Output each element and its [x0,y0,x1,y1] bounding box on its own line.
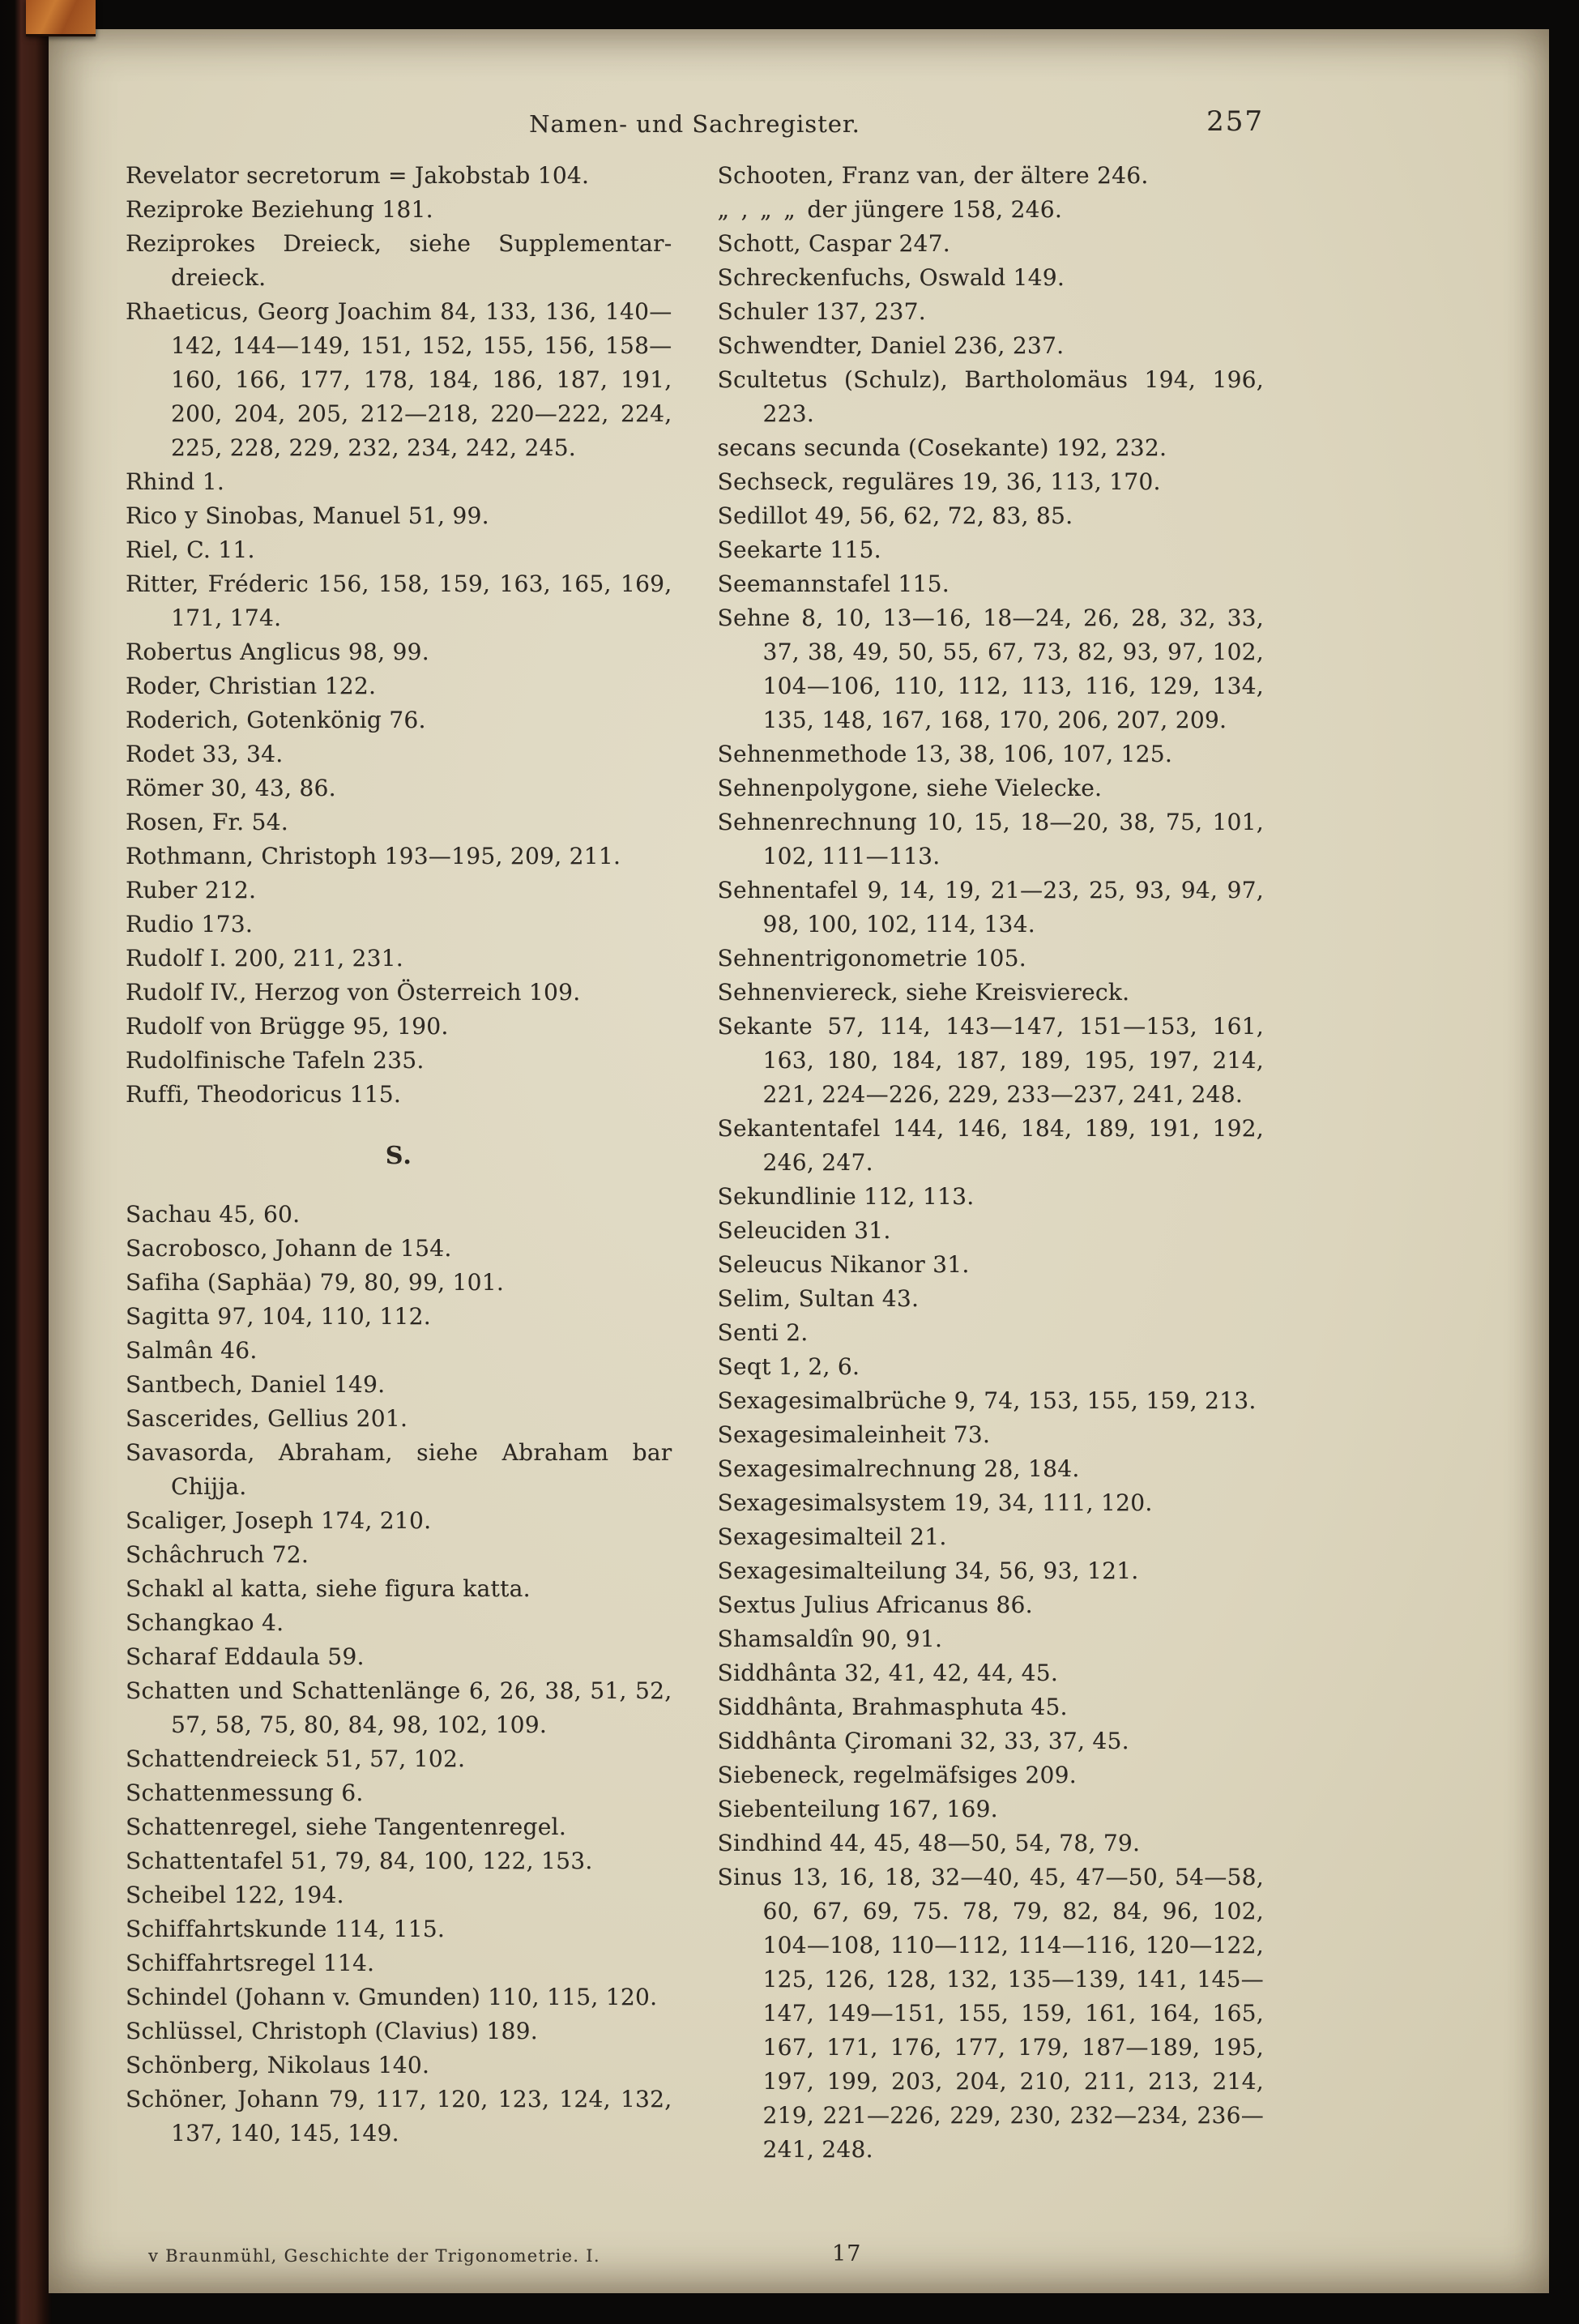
index-entry: Schattentafel 51, 79, 84, 100, 122, 153. [126,1848,593,1874]
index-entry: Rudio 173. [126,911,254,938]
index-entry: Sekundlinie 112, 113. [717,1183,975,1210]
index-entry: Seleucus Nikanor 31. [717,1251,970,1278]
index-entry: Sehnenpolygone, siehe Vielecke. [717,775,1103,801]
index-entry: Selim, Sultan 43. [717,1285,920,1312]
index-entry: Sagitta 97, 104, 110, 112. [126,1303,431,1330]
index-entry: Schangkao 4. [126,1609,284,1636]
index-column-right [718,159,1265,2167]
index-entry: Schattenmessung 6. [126,1779,364,1806]
index-entry: Seqt 1, 2, 6. [717,1353,860,1380]
index-entry: Sekantentafel 144, 146, 184, 189, 191, 192, 246, 247. [717,1115,1264,1176]
index-entry: Schreckenfuchs, Oswald 149. [717,264,1065,291]
index-entry: Rosen, Fr. 54. [126,809,288,835]
index-entry: Rudolf von Brügge 95, 190. [126,1013,449,1040]
index-entry: Schott, Caspar 247. [717,230,950,257]
section-heading-s: S. [385,1142,412,1170]
index-entry: Sacrobosco, Johann de 154. [126,1235,452,1262]
index-entry: Sascerides, Gellius 201. [126,1405,408,1432]
index-entry: Schönberg, Nikolaus 140. [126,2052,430,2078]
index-entry: Sexagesimalrechnung 28, 184. [717,1455,1080,1482]
index-entry: Scaliger, Joseph 174, 210. [126,1507,432,1534]
index-entry: Sextus Julius Africanus 86. [717,1591,1033,1618]
index-entry: Sehnenviereck, siehe Kreisviereck. [717,979,1130,1006]
index-entry: Schiffahrtsregel 114. [126,1950,375,1976]
index-entry: Sechseck, reguläres 19, 36, 113, 170. [717,468,1161,495]
index-entry: Ruber 212. [126,877,257,904]
index-entry: Rodet 33, 34. [126,741,284,767]
index-entry: Ritter, Fréderic 156, 158, 159, 163, 165, 169, 171, 174. [126,570,672,631]
index-entry: Siebeneck, regelmäfsiges 209. [717,1762,1077,1788]
index-column-left [126,159,672,2167]
index-entry: Sinus 13, 16, 18, 32—40, 45, 47—50, 54—58, 60, 67, 69, 75. 78, 79, 82, 84, 96, 102, 104—108, 110—112, 114—116, 120—122, 125, 126, 128, 132, 135—139, 141, 145—147, 149—151, 155, 159, 161, 164, 165, 167, 171, 176, 177, 179, 187—189, 195, 197, 199, 203, 204, 210, 211, 213, 214, 219, 221—226, 229, 230, 232—234, 236—241, 248. [717,1864,1264,2163]
index-entry: Sehnenmethode 13, 38, 106, 107, 125. [717,741,1173,767]
index-entry: Savasorda, Abraham, siehe Abraham bar Chijja. [126,1439,672,1500]
index-entry: Senti 2. [717,1319,809,1346]
page-header [126,105,1264,147]
index-entry: Shamsaldîn 90, 91. [717,1626,943,1652]
index-entry: Schlüssel, Christoph (Clavius) 189. [126,2018,538,2044]
sheet-number: 17 [832,2241,862,2266]
index-entry: Reziprokes Dreieck, siehe Supplementar-dreieck. [126,230,672,291]
index-entry: Riel, C. 11. [126,536,255,563]
index-entry: Schakl al katta, siehe figura katta. [126,1575,531,1602]
entry-list-s-right [718,159,1265,2167]
index-entry: Rudolf IV., Herzog von Österreich 109. [126,979,581,1006]
index-entry: Rudolfinische Tafeln 235. [126,1047,425,1074]
index-entry: Reziproke Beziehung 181. [126,196,433,223]
index-entry: Schattendreieck 51, 57, 102. [126,1745,466,1772]
index-entry: Schâchruch 72. [126,1541,309,1568]
index-entry: Scheibel 122, 194. [126,1882,344,1908]
index-entry: Sehnenrechnung 10, 15, 18—20, 38, 75, 101, 102, 111—113. [717,809,1264,869]
index-entry: Rudolf I. 200, 211, 231. [126,945,404,972]
index-entry: Sehnentrigonometrie 105. [717,945,1026,972]
index-entry: Scultetus (Schulz), Bartholomäus 194, 196, 223. [717,366,1264,427]
index-entry: Safiha (Saphäa) 79, 80, 99, 101. [126,1269,505,1296]
index-entry: Seleuciden 31. [717,1217,891,1244]
page-header-title: Namen- und Sachregister. [529,110,860,138]
index-entry: Siddhânta Çiromani 32, 33, 37, 45. [717,1728,1129,1754]
index-entry: Sehne 8, 10, 13—16, 18—24, 26, 28, 32, 33, 37, 38, 49, 50, 55, 67, 73, 82, 93, 97, 102, 104—106, 110, 112, 113, 116, 129, 134, 135, 148, 167, 168, 170, 206, 207, 209. [717,604,1264,733]
index-entry: Robertus Anglicus 98, 99. [126,639,429,665]
index-entry: Roderich, Gotenkönig 76. [126,707,426,733]
index-entry: Salmân 46. [126,1337,258,1364]
index-entry: Schooten, Franz van, der ältere 246. [717,162,1149,189]
index-entry: Sehnentafel 9, 14, 19, 21—23, 25, 93, 94, 97, 98, 100, 102, 114, 134. [717,877,1264,938]
spine-label [26,0,96,36]
index-entry: Rico y Sinobas, Manuel 51, 99. [126,502,489,529]
index-entry: Sindhind 44, 45, 48—50, 54, 78, 79. [717,1830,1141,1856]
index-entry: Revelator secretorum = Jakobstab 104. [126,162,590,189]
index-entry: Roder, Christian 122. [126,673,377,699]
signature-line: v Braunmühl, Geschichte der Trigonometrie. I. [148,2246,600,2266]
index-entry: Sexagesimalbrüche 9, 74, 153, 155, 159, 213. [717,1387,1257,1414]
index-entry: Schöner, Johann 79, 117, 120, 123, 124, 132, 137, 140, 145, 149. [126,2086,672,2147]
index-entry: Rothmann, Christoph 193—195, 209, 211. [126,843,621,869]
index-entry: Sexagesimalteilung 34, 56, 93, 121. [717,1557,1139,1584]
index-entry: Sexagesimalteil 21. [717,1523,947,1550]
page-footer [126,2241,1264,2274]
index-entry: Römer 30, 43, 86. [126,775,336,801]
index-entry: Rhaeticus, Georg Joachim 84, 133, 136, 140—142, 144—149, 151, 152, 155, 156, 158—160, 166, 177, 178, 184, 186, 187, 191, 200, 204, 205, 212—218, 220—222, 224, 225, 228, 229, 232, 234, 242, 245. [126,298,672,461]
index-entry: secans secunda (Cosekante) 192, 232. [717,434,1167,461]
index-entry: Schattenregel, siehe Tangentenregel. [126,1813,567,1840]
index-entry: Schwendter, Daniel 236, 237. [717,332,1065,359]
index-entry: Sexagesimalsystem 19, 34, 111, 120. [717,1489,1153,1516]
index-entry: Siddhânta 32, 41, 42, 44, 45. [717,1660,1059,1686]
index-entry: Schiffahrtskunde 114, 115. [126,1916,446,1942]
index-entry: Sexagesimaleinheit 73. [717,1421,991,1448]
index-columns [126,159,1264,2167]
entry-list-s-left [126,1198,672,2151]
index-entry: Siddhânta, Brahmasphuta 45. [717,1694,1068,1720]
index-entry: Schindel (Johann v. Gmunden) 110, 115, 120. [126,1984,658,2010]
index-entry: Santbech, Daniel 149. [126,1371,386,1398]
entry-list-r [126,159,672,1112]
index-entry: Rhind 1. [126,468,225,495]
index-entry: Ruffi, Theodoricus 115. [126,1081,402,1108]
index-entry: Sachau 45, 60. [126,1201,301,1228]
index-entry: Siebenteilung 167, 169. [717,1796,998,1822]
index-entry: „ , „ „ der jüngere 158, 246. [717,196,1063,223]
index-entry: Seekarte 115. [717,536,881,563]
index-entry: Sedillot 49, 56, 62, 72, 83, 85. [717,502,1073,529]
index-entry: Sekante 57, 114, 143—147, 151—153, 161, 163, 180, 184, 187, 189, 195, 197, 214, 221, 224—226, 229, 233—237, 241, 248. [717,1013,1264,1108]
index-entry: Schatten und Schattenlänge 6, 26, 38, 51, 52, 57, 58, 75, 80, 84, 98, 102, 109. [126,1677,672,1738]
index-entry: Seemannstafel 115. [717,570,950,597]
index-entry: Schuler 137, 237. [717,298,926,325]
page-number: 257 [1206,105,1264,138]
index-entry: Scharaf Eddaula 59. [126,1643,365,1670]
